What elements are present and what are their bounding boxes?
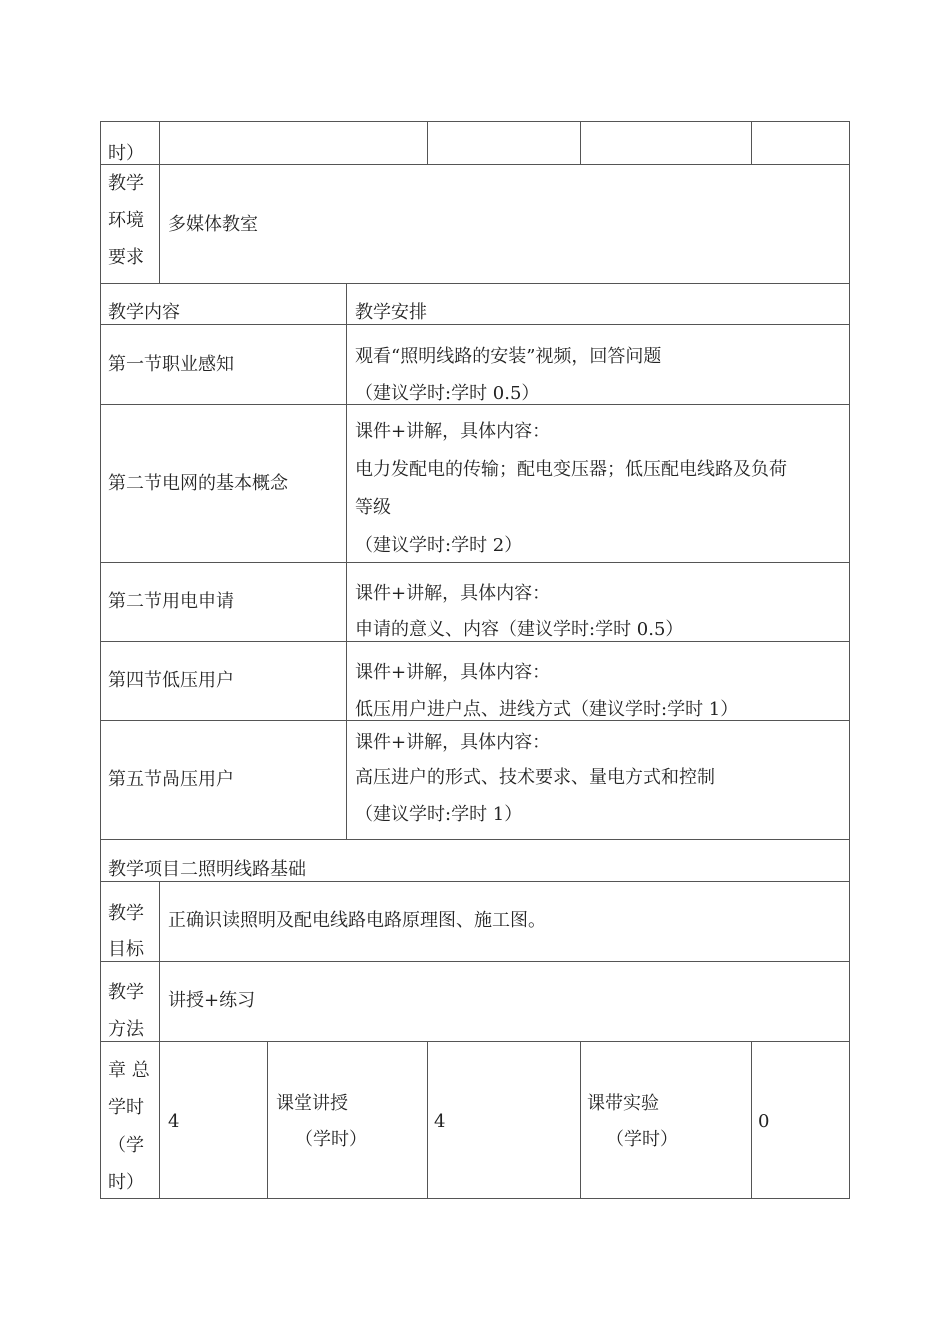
col-divider [580,121,581,164]
section-detail: 课件+讲解，具体内容： [355,421,551,442]
row-divider [100,839,850,840]
section-detail: 等级 [355,497,391,518]
row-divider [100,1041,850,1042]
col-divider [267,1041,268,1199]
section-title: 第四节低压用户 [108,670,234,691]
env-label-line: 教学 [108,173,144,194]
arrangement-header: 教学安排 [355,302,427,323]
col-divider [159,164,160,283]
lecture-hours-label: 课堂讲授 [276,1093,348,1114]
lecture-hours-value: 4 [434,1111,446,1132]
hours-label-line: 章 总 [108,1060,150,1081]
col-divider [159,881,160,1041]
section-title: 第二节电网的基本概念 [108,473,288,494]
table-border [100,1198,850,1199]
section-detail: 电力发配电的传输；配电变压器；低压配电线路及负荷 [355,459,787,480]
col-divider [751,121,752,164]
section-detail: 低压用户进户点、进线方式（建议学时:学时 1） [355,699,739,720]
hours-label-line: 学时 [108,1097,144,1118]
hours-label-line: 时） [108,1172,144,1193]
row-divider [100,562,850,563]
table-border [100,121,850,122]
goal-value: 正确识读照明及配电线路电路原理图、施工图。 [168,910,546,931]
col-divider [159,121,160,164]
row-divider [100,961,850,962]
col-divider [159,1041,160,1199]
table-border [100,121,101,1199]
method-value: 讲授+练习 [168,990,256,1011]
col-divider [346,283,347,839]
row-divider [100,324,850,325]
col-divider [751,1041,752,1199]
total-hours-value: 4 [168,1111,180,1132]
col-divider [427,121,428,164]
section-detail: （建议学时:学时 1） [355,804,523,825]
project-title: 教学项目二照明线路基础 [108,859,306,880]
col-divider [580,1041,581,1199]
row-divider [100,164,850,165]
lab-hours-unit: （学时） [606,1129,678,1150]
method-label-line: 教学 [108,982,144,1003]
goal-label-line: 教学 [108,903,144,924]
goal-label-line: 目标 [108,939,144,960]
method-label-line: 方法 [108,1019,144,1040]
hours-label-tail: 时） [108,143,144,164]
section-title: 第五节咼压用户 [108,769,234,790]
section-title: 第一节职业感知 [108,354,234,375]
table-border [849,121,850,1199]
course-plan-table [100,121,850,1199]
env-label-line: 环境 [108,210,144,231]
col-divider [427,1041,428,1199]
row-divider [100,283,850,284]
content-header: 教学内容 [108,302,180,323]
section-detail: 申请的意义、内容（建议学时:学时 0.5） [355,619,684,640]
env-value: 多媒体教室 [168,214,258,235]
section-detail: （建议学时:学时 2） [355,535,523,556]
section-detail: 高压进户的形式、技术要求、量电方式和控制 [355,767,715,788]
lecture-hours-unit: （学时） [295,1129,367,1150]
section-detail: （建议学时:学时 0.5） [355,383,540,404]
hours-label-line: （学 [108,1135,144,1156]
lab-hours-label: 课带实验 [587,1093,659,1114]
section-detail: 课件+讲解，具体内容： [355,732,551,753]
section-detail: 课件+讲解，具体内容： [355,662,551,683]
section-detail: 课件+讲解，具体内容： [355,583,551,604]
env-label-line: 要求 [108,247,144,268]
lab-hours-value: 0 [758,1111,770,1132]
section-title: 第二节用电申请 [108,591,234,612]
section-detail: 观看“照明线路的安装”视频，回答问题 [355,346,662,367]
